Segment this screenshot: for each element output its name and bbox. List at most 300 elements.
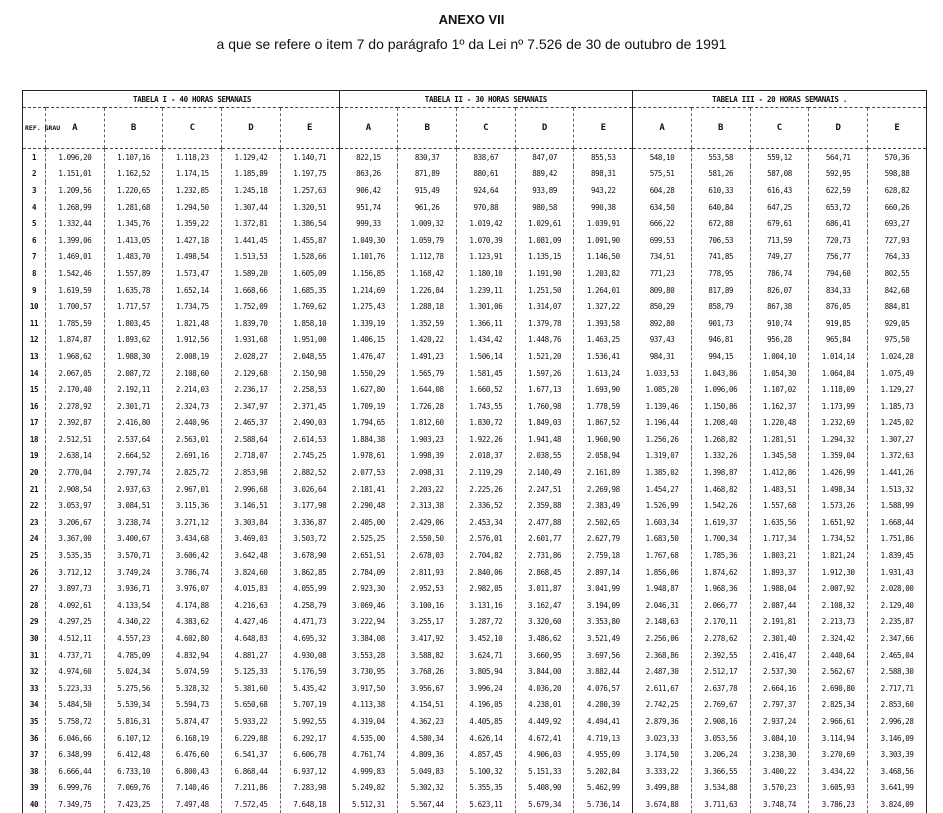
value-cell: 4.340,22 (104, 614, 163, 631)
value-cell: 3.749,24 (104, 564, 163, 581)
value-cell: 1.107,16 (104, 149, 163, 166)
value-cell: 3.100,16 (398, 597, 457, 614)
value-cell: 3.270,69 (809, 746, 868, 763)
value-cell: 1.652,14 (163, 282, 222, 299)
value-cell: 1.573,47 (163, 265, 222, 282)
value-cell: 1.009,32 (398, 215, 457, 232)
table-group-header (23, 91, 927, 108)
grau-cell: 5 (23, 215, 46, 232)
table-row (23, 381, 927, 398)
value-cell: 5.176,59 (280, 663, 339, 680)
table-row (23, 232, 927, 249)
value-cell: 1.268,99 (46, 199, 105, 216)
value-cell: 1.513,32 (868, 481, 927, 498)
value-cell: 592,95 (809, 166, 868, 183)
value-cell: 1.912,30 (809, 564, 868, 581)
value-cell: 4.602,80 (163, 630, 222, 647)
value-cell: 850,29 (633, 298, 692, 315)
value-cell: 1.476,47 (339, 348, 398, 365)
value-cell: 5.736,14 (574, 796, 633, 813)
value-cell: 1.140,71 (280, 149, 339, 166)
value-cell: 4.857,45 (457, 746, 516, 763)
value-cell: 2.371,45 (280, 398, 339, 415)
value-cell: 1.785,59 (46, 315, 105, 332)
value-cell: 4.557,23 (104, 630, 163, 647)
value-cell: 910,74 (750, 315, 809, 332)
value-cell: 3.674,88 (633, 796, 692, 813)
value-cell: 1.597,26 (515, 365, 574, 382)
value-cell: 2.487,30 (633, 663, 692, 680)
document-title: ANEXO VII (438, 12, 505, 27)
value-cell: 1.893,37 (750, 564, 809, 581)
value-cell: 901,73 (691, 315, 750, 332)
value-cell: 1.191,90 (515, 265, 574, 282)
column-header-c: C (457, 108, 516, 149)
value-cell: 4.015,83 (222, 580, 281, 597)
value-cell: 1.256,26 (633, 431, 692, 448)
grau-cell: 18 (23, 431, 46, 448)
value-cell: 1.931,68 (222, 332, 281, 349)
value-cell: 4.719,13 (574, 730, 633, 747)
value-cell: 4.906,03 (515, 746, 574, 763)
column-header-e: E (868, 108, 927, 149)
grau-cell: 3 (23, 182, 46, 199)
value-cell: 4.761,74 (339, 746, 398, 763)
value-cell: 4.672,41 (515, 730, 574, 747)
value-cell: 5.707,19 (280, 697, 339, 714)
value-cell: 3.400,22 (750, 763, 809, 780)
value-cell: 3.084,51 (104, 497, 163, 514)
value-cell: 1.029,61 (515, 215, 574, 232)
value-cell: 994,15 (691, 348, 750, 365)
value-cell: 7.349,75 (46, 796, 105, 813)
value-cell: 2.416,47 (750, 647, 809, 664)
value-cell: 3.333,22 (633, 763, 692, 780)
value-cell: 6.868,44 (222, 763, 281, 780)
value-cell: 1.214,69 (339, 282, 398, 299)
value-cell: 1.054,30 (750, 365, 809, 382)
value-cell: 2.225,26 (457, 481, 516, 498)
value-cell: 5.512,31 (339, 796, 398, 813)
value-cell: 1.239,11 (457, 282, 516, 299)
value-cell: 575,51 (633, 166, 692, 183)
value-cell: 1.039,91 (574, 215, 633, 232)
value-cell: 1.075,49 (868, 365, 927, 382)
value-cell: 970,88 (457, 199, 516, 216)
value-cell: 1.319,07 (633, 448, 692, 465)
value-cell: 1.081,09 (515, 232, 574, 249)
value-cell: 2.256,06 (633, 630, 692, 647)
table-row (23, 481, 927, 498)
value-cell: 699,53 (633, 232, 692, 249)
value-cell: 1.399,06 (46, 232, 105, 249)
value-cell: 2.769,67 (691, 697, 750, 714)
value-cell: 892,80 (633, 315, 692, 332)
table-row (23, 415, 927, 432)
value-cell: 1.668,66 (222, 282, 281, 299)
value-cell: 2.383,49 (574, 497, 633, 514)
value-cell: 720,73 (809, 232, 868, 249)
value-cell: 1.922,26 (457, 431, 516, 448)
value-cell: 1.760,98 (515, 398, 574, 415)
value-cell: 3.642,48 (222, 547, 281, 564)
value-cell: 1.245,02 (868, 415, 927, 432)
value-cell: 3.417,92 (398, 630, 457, 647)
value-cell: 5.650,68 (222, 697, 281, 714)
value-cell: 937,43 (633, 332, 692, 349)
value-cell: 3.303,84 (222, 514, 281, 531)
value-cell: 1.245,18 (222, 182, 281, 199)
value-cell: 1.734,75 (163, 298, 222, 315)
value-cell: 4.881,27 (222, 647, 281, 664)
value-cell: 1.627,80 (339, 381, 398, 398)
value-cell: 1.441,26 (868, 464, 927, 481)
grau-cell: 26 (23, 564, 46, 581)
value-cell: 6.606,78 (280, 746, 339, 763)
grau-cell: 12 (23, 332, 46, 349)
table-row (23, 398, 927, 415)
value-cell: 610,33 (691, 182, 750, 199)
value-cell: 1.717,34 (750, 531, 809, 548)
value-cell: 1.660,52 (457, 381, 516, 398)
table-row (23, 249, 927, 266)
value-cell: 1.463,25 (574, 332, 633, 349)
value-cell: 4.737,71 (46, 647, 105, 664)
table-row (23, 215, 927, 232)
value-cell: 1.948,87 (633, 580, 692, 597)
value-cell: 1.288,18 (398, 298, 457, 315)
value-cell: 1.867,52 (574, 415, 633, 432)
value-cell: 2.614,53 (280, 431, 339, 448)
value-cell: 876,05 (809, 298, 868, 315)
value-cell: 2.008,19 (163, 348, 222, 365)
value-cell: 1.427,18 (163, 232, 222, 249)
value-cell: 2.704,82 (457, 547, 516, 564)
table-row (23, 365, 927, 382)
grau-cell: 30 (23, 630, 46, 647)
value-cell: 1.498,34 (809, 481, 868, 498)
value-cell: 1.372,81 (222, 215, 281, 232)
table-body (23, 149, 927, 813)
value-cell: 2.651,51 (339, 547, 398, 564)
value-cell: 1.220,48 (750, 415, 809, 432)
value-cell: 5.874,47 (163, 713, 222, 730)
value-cell: 3.026,64 (280, 481, 339, 498)
value-cell: 5.275,56 (104, 680, 163, 697)
value-cell: 1.709,19 (339, 398, 398, 415)
value-cell: 1.185,89 (222, 166, 281, 183)
value-cell: 6.476,60 (163, 746, 222, 763)
value-cell: 1.345,76 (104, 215, 163, 232)
value-cell: 4.036,20 (515, 680, 574, 697)
value-cell: 5.567,44 (398, 796, 457, 813)
grau-cell: 40 (23, 796, 46, 813)
value-cell: 4.512,11 (46, 630, 105, 647)
value-cell: 1.903,23 (398, 431, 457, 448)
value-cell: 3.053,97 (46, 497, 105, 514)
value-cell: 1.803,21 (750, 547, 809, 564)
table-row (23, 614, 927, 631)
table-row (23, 531, 927, 548)
value-cell: 6.412,48 (104, 746, 163, 763)
value-cell: 3.069,46 (339, 597, 398, 614)
value-cell: 3.468,56 (868, 763, 927, 780)
value-cell: 5.100,32 (457, 763, 516, 780)
value-cell: 5.758,72 (46, 713, 105, 730)
grau-cell: 11 (23, 315, 46, 332)
grau-cell: 31 (23, 647, 46, 664)
value-cell: 2.952,53 (398, 580, 457, 597)
value-cell: 1.412,86 (750, 464, 809, 481)
value-cell: 2.192,11 (104, 381, 163, 398)
value-cell: 3.678,90 (280, 547, 339, 564)
value-cell: 919,85 (809, 315, 868, 332)
value-cell: 2.170,11 (691, 614, 750, 631)
value-cell: 1.209,56 (46, 182, 105, 199)
grau-cell: 17 (23, 415, 46, 432)
value-cell: 1.426,99 (809, 464, 868, 481)
value-cell: 2.664,16 (750, 680, 809, 697)
value-cell: 1.931,43 (868, 564, 927, 581)
value-cell: 3.434,22 (809, 763, 868, 780)
value-cell: 1.393,58 (574, 315, 633, 332)
value-cell: 2.731,86 (515, 547, 574, 564)
value-cell: 1.683,50 (633, 531, 692, 548)
value-cell: 640,84 (691, 199, 750, 216)
value-cell: 3.882,44 (574, 663, 633, 680)
value-cell: 2.923,30 (339, 580, 398, 597)
value-cell: 1.185,73 (868, 398, 927, 415)
value-cell: 1.129,42 (222, 149, 281, 166)
value-cell: 3.570,23 (750, 780, 809, 797)
value-cell: 984,31 (633, 348, 692, 365)
value-cell: 1.173,99 (809, 398, 868, 415)
value-cell: 1.180,10 (457, 265, 516, 282)
value-cell: 951,74 (339, 199, 398, 216)
value-cell: 1.232,85 (163, 182, 222, 199)
value-cell: 1.557,68 (750, 497, 809, 514)
value-cell: 5.992,55 (280, 713, 339, 730)
value-cell: 2.465,37 (222, 415, 281, 432)
table-row (23, 663, 927, 680)
value-cell: 1.685,35 (280, 282, 339, 299)
table-row (23, 746, 927, 763)
value-cell: 3.956,67 (398, 680, 457, 697)
value-cell: 2.301,40 (750, 630, 809, 647)
value-cell: 1.314,07 (515, 298, 574, 315)
grau-cell: 9 (23, 282, 46, 299)
value-cell: 1.264,01 (574, 282, 633, 299)
value-cell: 2.007,92 (809, 580, 868, 597)
value-cell: 1.856,06 (633, 564, 692, 581)
value-cell: 2.347,97 (222, 398, 281, 415)
value-cell: 2.098,31 (398, 464, 457, 481)
value-cell: 2.562,67 (809, 663, 868, 680)
value-cell: 4.238,01 (515, 697, 574, 714)
value-cell: 871,89 (398, 166, 457, 183)
value-cell: 3.255,17 (398, 614, 457, 631)
value-cell: 3.996,24 (457, 680, 516, 697)
value-cell: 1.988,30 (104, 348, 163, 365)
value-cell: 3.336,87 (280, 514, 339, 531)
value-cell: 1.168,42 (398, 265, 457, 282)
value-cell: 2.550,50 (398, 531, 457, 548)
value-cell: 1.091,90 (574, 232, 633, 249)
value-cell: 713,59 (750, 232, 809, 249)
value-cell: 4.809,36 (398, 746, 457, 763)
value-cell: 1.406,15 (339, 332, 398, 349)
value-cell: 1.769,62 (280, 298, 339, 315)
value-cell: 5.594,73 (163, 697, 222, 714)
value-cell: 3.917,50 (339, 680, 398, 697)
value-cell: 2.161,89 (574, 464, 633, 481)
value-cell: 3.053,56 (691, 730, 750, 747)
value-cell: 3.641,99 (868, 780, 927, 797)
value-cell: 1.491,23 (398, 348, 457, 365)
value-cell: 858,79 (691, 298, 750, 315)
value-cell: 1.821,48 (163, 315, 222, 332)
value-cell: 1.327,22 (574, 298, 633, 315)
value-cell: 2.440,96 (163, 415, 222, 432)
value-cell: 4.280,39 (574, 697, 633, 714)
value-cell: 3.897,73 (46, 580, 105, 597)
value-cell: 2.996,68 (222, 481, 281, 498)
value-cell: 2.908,16 (691, 713, 750, 730)
value-cell: 4.174,88 (163, 597, 222, 614)
value-cell: 2.465,04 (868, 647, 927, 664)
table-row (23, 282, 927, 299)
grau-cell: 32 (23, 663, 46, 680)
value-cell: 1.107,02 (750, 381, 809, 398)
value-cell: 2.825,72 (163, 464, 222, 481)
value-cell: 1.589,20 (222, 265, 281, 282)
column-header-d: D (809, 108, 868, 149)
value-cell: 6.800,43 (163, 763, 222, 780)
value-cell: 1.677,13 (515, 381, 574, 398)
value-cell: 6.348,99 (46, 746, 105, 763)
table-row (23, 697, 927, 714)
grau-cell: 21 (23, 481, 46, 498)
value-cell: 581,26 (691, 166, 750, 183)
value-cell: 3.303,39 (868, 746, 927, 763)
value-cell: 1.635,78 (104, 282, 163, 299)
value-cell: 2.678,03 (398, 547, 457, 564)
value-cell: 2.336,52 (457, 497, 516, 514)
value-cell: 1.498,54 (163, 249, 222, 266)
value-cell: 4.930,08 (280, 647, 339, 664)
value-cell: 2.690,80 (809, 680, 868, 697)
column-header-d: D (515, 108, 574, 149)
value-cell: 3.486,62 (515, 630, 574, 647)
value-cell: 1.912,56 (163, 332, 222, 349)
value-cell: 2.453,34 (457, 514, 516, 531)
value-cell: 5.462,99 (574, 780, 633, 797)
value-cell: 1.112,78 (398, 249, 457, 266)
value-cell: 7.140,46 (163, 780, 222, 797)
value-cell: 1.281,68 (104, 199, 163, 216)
value-cell: 6.541,37 (222, 746, 281, 763)
grau-cell: 36 (23, 730, 46, 747)
value-cell: 1.513,53 (222, 249, 281, 266)
value-cell: 1.726,28 (398, 398, 457, 415)
table-row (23, 199, 927, 216)
value-cell: 2.937,24 (750, 713, 809, 730)
value-cell: 2.028,00 (868, 580, 927, 597)
value-cell: 2.129,40 (868, 597, 927, 614)
value-cell: 786,74 (750, 265, 809, 282)
value-cell: 1.232,69 (809, 415, 868, 432)
value-cell: 2.638,14 (46, 448, 105, 465)
column-header-d: D (222, 108, 281, 149)
value-cell: 2.853,60 (868, 697, 927, 714)
value-cell: 1.024,28 (868, 348, 927, 365)
value-cell: 2.236,17 (222, 381, 281, 398)
column-header-b: B (104, 108, 163, 149)
value-cell: 2.048,55 (280, 348, 339, 365)
value-cell: 1.339,19 (339, 315, 398, 332)
value-cell: 1.366,11 (457, 315, 516, 332)
value-cell: 3.041,99 (574, 580, 633, 597)
value-cell: 2.477,88 (515, 514, 574, 531)
value-cell: 2.502,65 (574, 514, 633, 531)
value-cell: 906,42 (339, 182, 398, 199)
column-header-a: A (633, 108, 692, 149)
value-cell: 6.999,76 (46, 780, 105, 797)
value-cell: 3.384,08 (339, 630, 398, 647)
value-cell: 1.162,37 (750, 398, 809, 415)
value-cell: 3.521,49 (574, 630, 633, 647)
grau-cell: 20 (23, 464, 46, 481)
value-cell: 1.135,15 (515, 249, 574, 266)
value-cell: 2.416,80 (104, 415, 163, 432)
value-cell: 2.770,04 (46, 464, 105, 481)
grau-cell: 39 (23, 780, 46, 797)
value-cell: 1.307,44 (222, 199, 281, 216)
grau-cell: 27 (23, 580, 46, 597)
value-cell: 4.999,83 (339, 763, 398, 780)
value-cell: 3.011,87 (515, 580, 574, 597)
value-cell: 706,53 (691, 232, 750, 249)
value-cell: 2.784,09 (339, 564, 398, 581)
value-cell: 3.162,47 (515, 597, 574, 614)
group-header-tabela-2: TABELA II - 30 HORAS SEMANAIS (339, 91, 633, 108)
value-cell: 2.077,53 (339, 464, 398, 481)
value-cell: 915,49 (398, 182, 457, 199)
value-cell: 4.092,61 (46, 597, 105, 614)
grau-cell: 24 (23, 531, 46, 548)
value-cell: 1.118,23 (163, 149, 222, 166)
value-cell: 1.751,86 (868, 531, 927, 548)
value-cell: 2.525,25 (339, 531, 398, 548)
value-cell: 2.119,29 (457, 464, 516, 481)
value-cell: 1.752,09 (222, 298, 281, 315)
value-cell: 943,22 (574, 182, 633, 199)
value-cell: 559,12 (750, 149, 809, 166)
value-cell: 5.381,60 (222, 680, 281, 697)
value-cell: 3.146,09 (868, 730, 927, 747)
column-header-a: A (46, 108, 105, 149)
value-cell: 1.345,58 (750, 448, 809, 465)
value-cell: 2.258,53 (280, 381, 339, 398)
table-row (23, 332, 927, 349)
ref-grau-header: REF. GRAU (23, 108, 46, 149)
table-row (23, 448, 927, 465)
value-cell: 2.067,05 (46, 365, 105, 382)
value-cell: 4.974,60 (46, 663, 105, 680)
value-cell: 5.249,82 (339, 780, 398, 797)
value-cell: 3.748,74 (750, 796, 809, 813)
value-cell: 3.844,00 (515, 663, 574, 680)
